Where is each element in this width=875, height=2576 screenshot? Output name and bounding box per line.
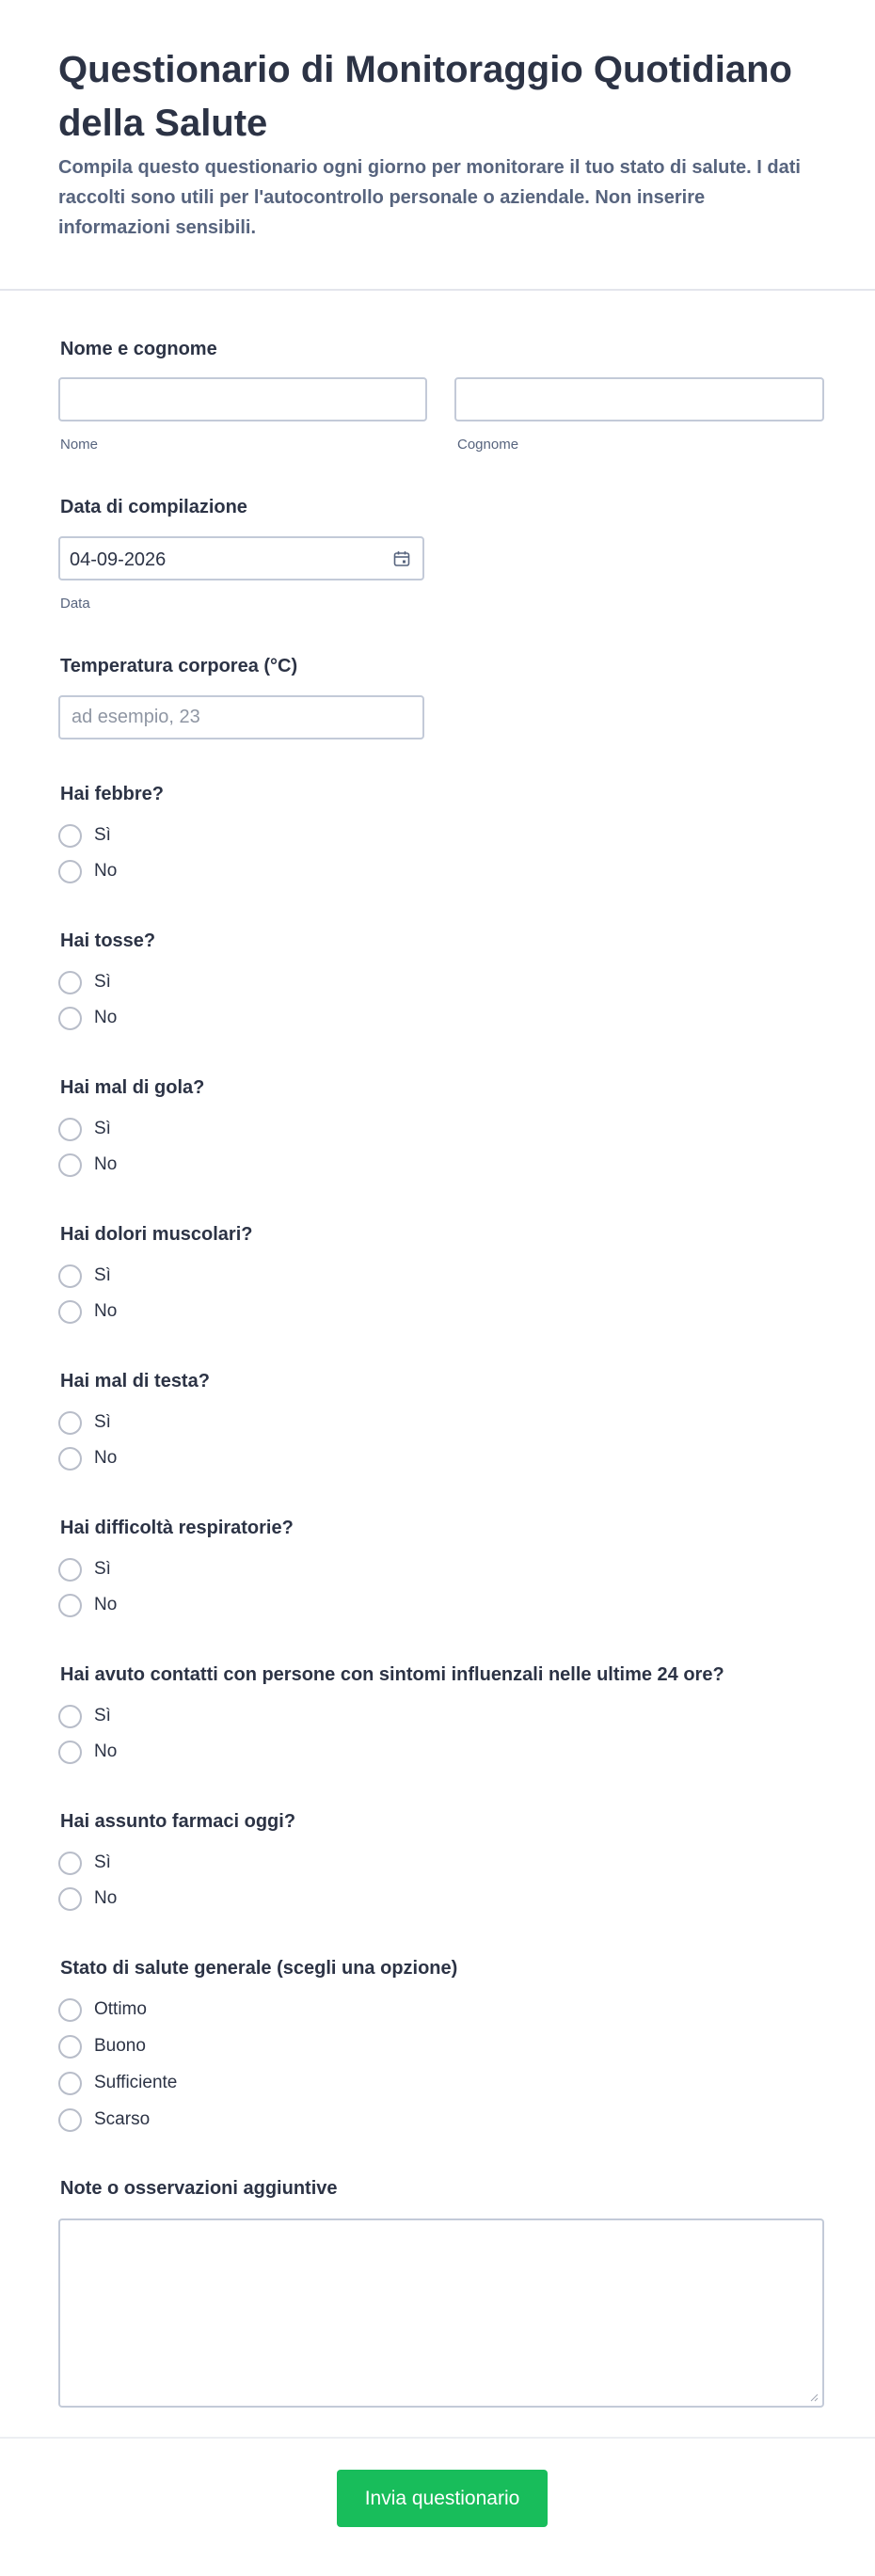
breathing-yes-radio[interactable]: [58, 1558, 82, 1582]
health-good-radio[interactable]: [58, 2035, 82, 2059]
question-medication-label: Hai assunto farmaci oggi?: [60, 1811, 296, 1832]
sore-throat-yes-radio[interactable]: [58, 1118, 82, 1141]
contacts-no-option: No: [94, 1741, 118, 1761]
page-subtitle: Compila questo questionario ogni giorno per monitorare il tuo stato di salute. I dati raccolti sono utili per l'autocontrollo personale o aziendale. Non inserire informazioni sensibili.: [58, 157, 801, 238]
muscle-pain-yes-radio[interactable]: [58, 1264, 82, 1288]
health-poor-radio[interactable]: [58, 2108, 82, 2132]
medication-no-option: No: [94, 1888, 118, 1908]
headache-yes-radio[interactable]: [58, 1411, 82, 1435]
muscle-pain-yes-option: Sì: [94, 1265, 111, 1285]
fever-no-radio[interactable]: [58, 860, 82, 883]
muscle-pain-no-radio[interactable]: [58, 1300, 82, 1324]
date-value: 04-09-2026: [70, 549, 167, 570]
breathing-no-option: No: [94, 1595, 118, 1614]
medication-no-radio[interactable]: [58, 1887, 82, 1911]
notes-label: Note o osservazioni aggiuntive: [60, 2178, 338, 2199]
question-fever-label: Hai febbre?: [60, 784, 165, 804]
medication-yes-option: Sì: [94, 1852, 111, 1872]
health-good-option: Buono: [94, 2036, 146, 2056]
page-title: Questionario di Monitoraggio Quotidiano della Salute: [58, 49, 792, 144]
health-status-label: Stato di salute generale (scegli una opzione): [60, 1958, 458, 1979]
muscle-pain-no-option: No: [94, 1301, 118, 1321]
notes-textarea[interactable]: [58, 2218, 824, 2408]
headache-no-option: No: [94, 1448, 118, 1468]
calendar-icon[interactable]: [392, 549, 411, 568]
health-excellent-radio[interactable]: [58, 1998, 82, 2022]
contacts-yes-radio[interactable]: [58, 1705, 82, 1728]
question-sore-throat-label: Hai mal di gola?: [60, 1077, 205, 1098]
cough-no-radio[interactable]: [58, 1007, 82, 1030]
health-sufficient-option: Sufficiente: [94, 2073, 178, 2092]
health-excellent-option: Ottimo: [94, 1999, 147, 2019]
temperature-label: Temperatura corporea (°C): [60, 656, 298, 676]
question-contacts-label: Hai avuto contatti con persone con sintomi influenzali nelle ultime 24 ore?: [60, 1664, 724, 1685]
fever-yes-option: Sì: [94, 825, 111, 845]
breathing-yes-option: Sì: [94, 1559, 111, 1579]
name-label: Nome e cognome: [60, 339, 217, 359]
form-header: [0, 0, 875, 291]
first-name-input[interactable]: [58, 377, 427, 421]
contacts-no-radio[interactable]: [58, 1741, 82, 1764]
contacts-yes-option: Sì: [94, 1706, 111, 1725]
medication-yes-radio[interactable]: [58, 1852, 82, 1875]
temperature-input[interactable]: [58, 695, 424, 739]
cough-no-option: No: [94, 1008, 118, 1027]
headache-yes-option: Sì: [94, 1412, 111, 1432]
date-label: Data di compilazione: [60, 497, 247, 517]
breathing-no-radio[interactable]: [58, 1594, 82, 1617]
health-sufficient-radio[interactable]: [58, 2072, 82, 2095]
date-sublabel: Data: [60, 596, 90, 612]
footer-divider: [0, 2437, 875, 2439]
health-poor-option: Scarso: [94, 2109, 151, 2129]
sore-throat-no-option: No: [94, 1154, 118, 1174]
question-cough-label: Hai tosse?: [60, 930, 156, 951]
fever-no-option: No: [94, 861, 118, 881]
sore-throat-yes-option: Sì: [94, 1119, 111, 1138]
question-headache-label: Hai mal di testa?: [60, 1371, 210, 1391]
sore-throat-no-radio[interactable]: [58, 1153, 82, 1177]
fever-yes-radio[interactable]: [58, 824, 82, 848]
headache-no-radio[interactable]: [58, 1447, 82, 1471]
first-name-sublabel: Nome: [60, 437, 99, 453]
cough-yes-radio[interactable]: [58, 971, 82, 994]
last-name-sublabel: Cognome: [457, 437, 519, 453]
question-muscle-pain-label: Hai dolori muscolari?: [60, 1224, 253, 1245]
cough-yes-option: Sì: [94, 972, 111, 992]
resize-grip-icon[interactable]: [809, 2393, 819, 2402]
question-breathing-label: Hai difficoltà respiratorie?: [60, 1518, 294, 1538]
last-name-input[interactable]: [454, 377, 824, 421]
submit-button[interactable]: Invia questionario: [337, 2470, 548, 2527]
